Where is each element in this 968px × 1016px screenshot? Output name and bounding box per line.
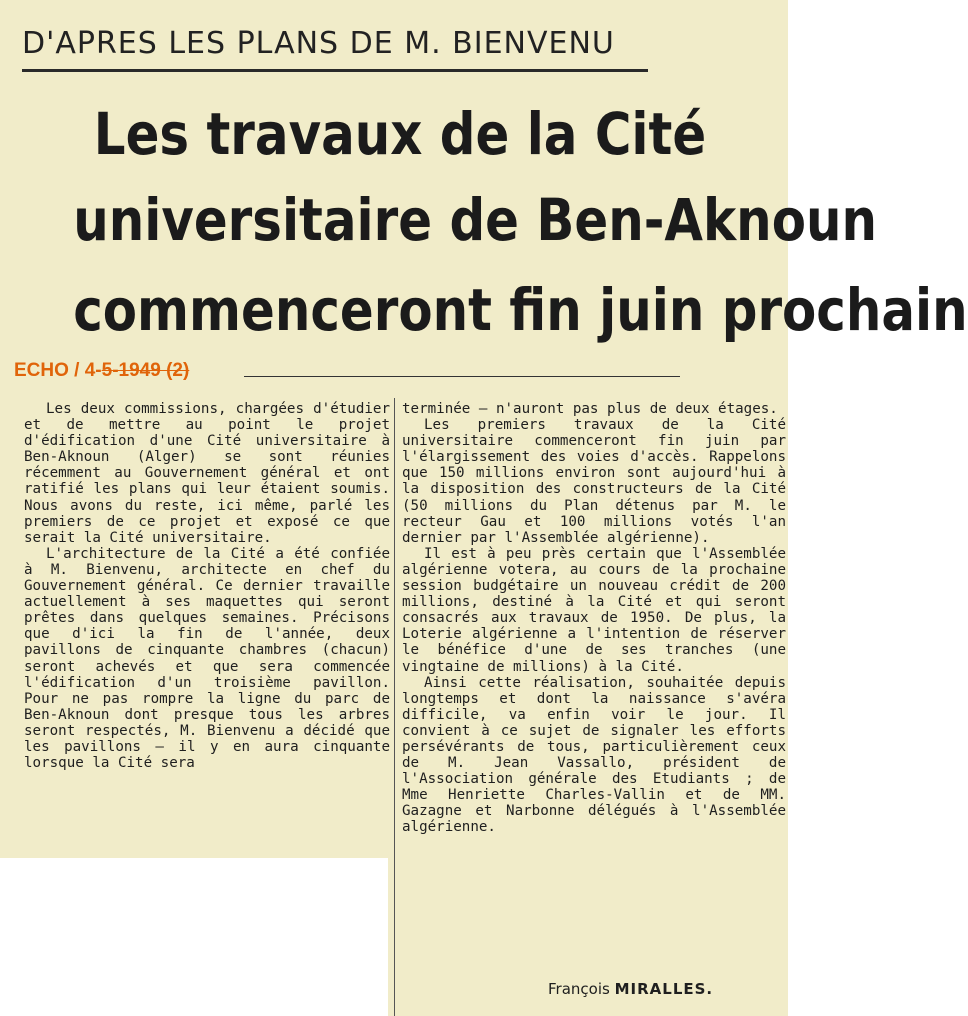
headline-line-1: Les travaux de la Cité (93, 100, 707, 168)
paragraph: Ainsi cette réalisation, souhaitée depuis longtemps et dont la naissance s'avéra difficile, va enfin voir le jour. Il convient à ce sujet de signaler les efforts persévérants de tous, particulièrement ceux de M. Jean Vassallo, président de l'Association générale des Etudiants ; de Mme Henriette Charles-Vallin et de MM. Gazagne et Narbonne délégués à l'Assemblée algérienne. (402, 674, 786, 836)
source-tag-prefix: ECHO / 4- (14, 360, 102, 381)
paragraph: L'architecture de la Cité a été confiée à M. Bienvenu, architecte en chef du Gouvernement général. Ce dernier travaille actuellement à ses maquettes qui seront prêtes dans quelques semaines. Précisons que d'ici la fin de l'année, deux pavillons de cinquante chambres (chacun) seront achevés et que sera commencée l'édification d'un troisième pavillon. Pour ne pas rompre la ligne du parc de Ben-Aknoun dont presque tous les arbres seront respectés, M. Bienvenu a décidé que les pavillons — il y en aura cinquante lorsque la Cité sera (24, 545, 390, 772)
paragraph: Les deux commissions, chargées d'étudier et de mettre au point le projet d'édification d'une Cité universitaire à Ben-Aknoun (Alger) se sont réunies récemment au Gouvernement général et ont ratifié les plans qui leur étaient soumis. Nous avons du reste, ici même, parlé les premiers de ce projet et exposé ce que serait la Cité universitaire. (24, 401, 390, 546)
paragraph: Les premiers travaux de la Cité universitaire commenceront fin juin par l'élargissement des voies d'accès. Rappelons que 150 millions environ sont aujourd'hui à la disposition des constructeurs de la Cité (50 millions du Plan détenus par M. le recteur Gau et 100 millions votés l'an dernier par l'Assemblée algérienne). (402, 417, 786, 546)
column-divider (394, 398, 395, 1016)
paragraph: Il est à peu près certain que l'Assemblée algérienne votera, au cours de la prochaine session budgétaire un nouveau crédit de 200 millions, destiné à la Cité et qui seront consacrés aux travaux de 1950. De plus, la Loterie algérienne a l'intention de réserver le bénéfice d'une de ses tranches (une vingtaine de millions) à la Cité. (402, 545, 786, 675)
author-first-name: François (548, 980, 610, 998)
headline-rule (244, 376, 680, 377)
source-tag-date: 5-1949 (2) (101, 360, 190, 381)
author-signature (548, 980, 713, 998)
headline-line-2: universitaire de Ben-Aknoun (73, 186, 877, 254)
paragraph: terminée — n'auront pas plus de deux étages. (402, 401, 778, 417)
author-last-name: MIRALLES. (614, 980, 714, 998)
headline-line-3: commenceront fin juin prochain (73, 276, 968, 344)
article-kicker: D'APRES LES PLANS DE M. BIENVENU (22, 26, 615, 61)
article-column-left (24, 401, 390, 771)
article-column-right (402, 401, 786, 836)
source-tag (14, 360, 189, 382)
kicker-rule (22, 69, 648, 72)
